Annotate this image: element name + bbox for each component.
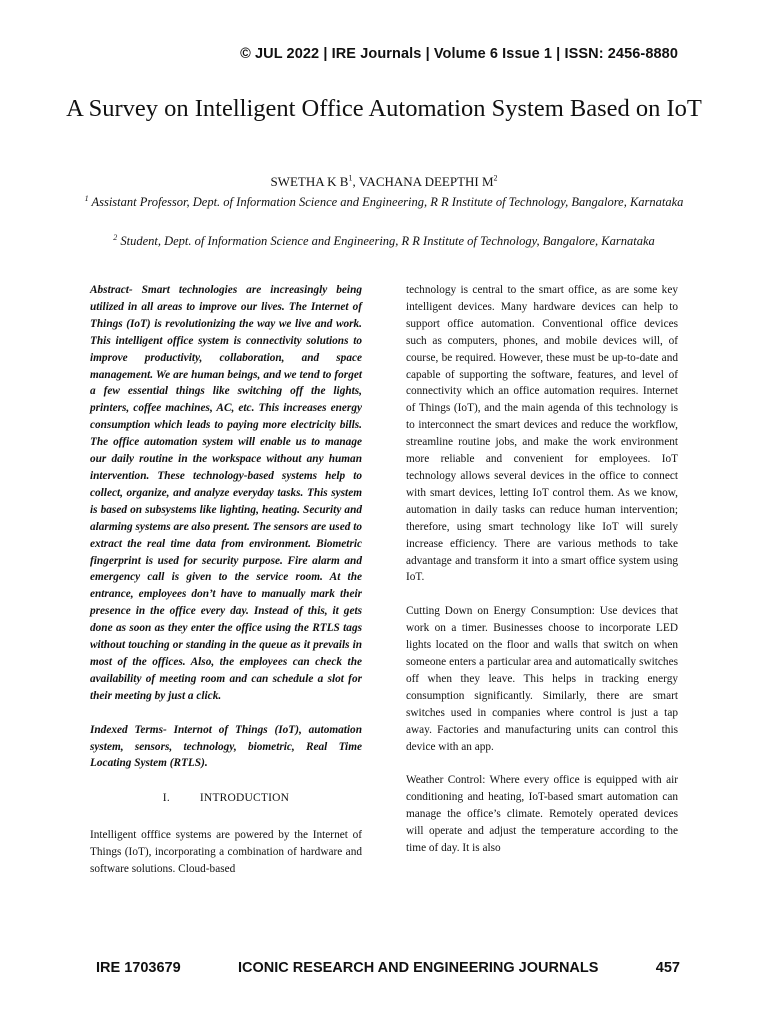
- journal-header: © JUL 2022 | IRE Journals | Volume 6 Issue 1 | ISSN: 2456-8880: [240, 46, 678, 62]
- footer-id: IRE 1703679: [96, 960, 181, 976]
- author-separator: ,: [352, 174, 359, 189]
- author-list: [60, 174, 708, 190]
- affiliation-sup: 1: [84, 193, 89, 203]
- author-sup: 2: [493, 173, 498, 183]
- affiliation-2: [80, 232, 688, 251]
- affiliation-text: Student, Dept. of Information Science and Engineering, R R Institute of Technology, Bangalore, Karnataka: [120, 234, 655, 248]
- intro-paragraph: Intelligent offfice systems are powered by the Internet of Things (IoT), incorporating a combination of hardware and software solutions. Cloud-based: [90, 829, 362, 876]
- affiliation-1: [80, 193, 688, 212]
- author-sup: 1: [348, 173, 353, 183]
- section-title: INTRODUCTION: [199, 792, 290, 805]
- left-column: [90, 282, 362, 878]
- affiliation-text: Assistant Professor, Dept. of Information Science and Engineering, R R Institute of Technology, Bangalore, Karnataka: [91, 195, 684, 209]
- section-number: I.: [162, 792, 170, 805]
- weather-paragraph: Weather Control: Where every office is equipped with air conditioning and heating, IoT-based smart automation can manage the office’s climate. Remotely operated devices will operate and adjust the temperature according to the time of day. It is also: [406, 774, 678, 855]
- right-column: [406, 282, 678, 857]
- paper-title: A Survey on Intelligent Office Automation System Based on IoT: [66, 95, 702, 122]
- page-number: 457: [655, 960, 680, 976]
- page-footer: [96, 960, 680, 976]
- affiliation-sup: 2: [113, 232, 118, 242]
- abstract: Abstract- Smart technologies are increasingly being utilized in all areas to improve our lives. The Internet of Things (IoT) is revolutionizing the way we live and work. This intelligent office system is connectivity solutions to improve productivity, collaboration, and space management. We are human beings, and we tend to forget a few essential things like switching off the lights, printers, coffee machines, AC, etc. This increases energy consumption which leads to paying more electricity bills. The office automation system will enable us to manage our daily routine in the workspace without any human intervention. These technology-based systems help to collect, organize, and analyze everyday tasks. This system is based on subsystems like lighting, heating. Security and alarming systems are also present. The sensors are used to extract the real time data from environment. Biometric fingerprint is used for security purpose. Fire alarm and emergency call is given to the service room. At the entrance, employees don’t have to manually mark their presence in the office every day. Instead of this, it gets done as soon as they enter the office using the RTLS tags without touching or standing in the queue as it prevails in most of the offices. Also, the employees can check the availability of meeting room and can schedule a slot for their meeting by just a click.: [90, 284, 362, 702]
- index-terms: Indexed Terms- Internot of Things (IoT), automation system, sensors, technology, biometric, Real Time Locating System (RTLS).: [90, 723, 362, 770]
- section-heading: [90, 790, 362, 807]
- author-name: VACHANA DEEPTHI M: [358, 174, 494, 189]
- body-paragraph: technology is central to the smart office, as are some key intelligent devices. Many hardware devices can help to support office automation. Conventional office devices such as computers, phones, and mobile devices will, of course, be required. However, these must be up-to-date and capable of supporting the software, features, and level of connectivity which an office automation requires. Internet of Things (IoT), and the main agenda of this technology is to interconnect the smart devices and reduce the workflow, streamline routine jobs, and make the work environment more reliable and convenient for employees. IoT technology allows several devices in the office to connect with smart devices, letting IoT control them. As we know, automation in daily tasks can reduce human intervention; therefore, using smart technology like IoT will surely increase efficiency. There are various methods to take advantage and transform it into a smart office system using IoT.: [406, 284, 678, 584]
- author-name: SWETHA K B: [270, 174, 349, 189]
- footer-journal: ICONIC RESEARCH AND ENGINEERING JOURNALS: [238, 960, 599, 976]
- energy-paragraph: Cutting Down on Energy Consumption: Use devices that work on a timer. Businesses choose to incorporate LED lights located on the floor and walls that switch on when someone enters a particular area and automatically switches off when they leave. This helps in tracking energy consumption significantly. Similarly, there are smart switches used in companies where control is just a tap away. Factories and manufacturing units can control this device with an app.: [406, 605, 678, 753]
